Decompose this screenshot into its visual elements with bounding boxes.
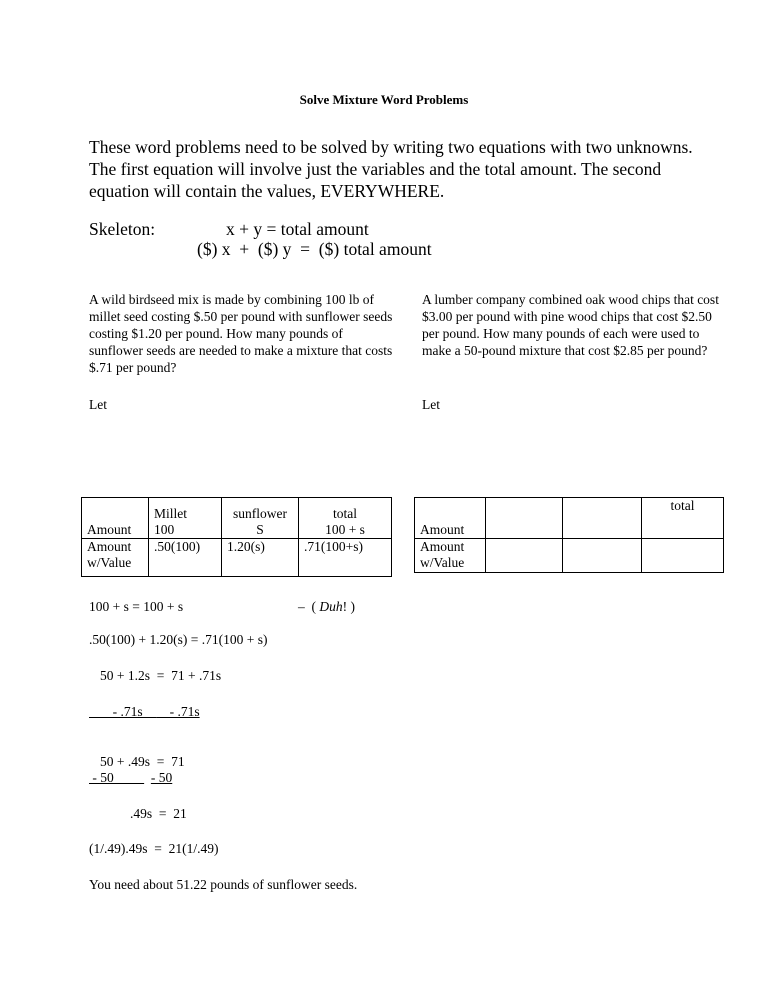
problem-2-text: A lumber company combined oak wood chips that cost $3.00 per pound with pine wood chips that cost $2.50 per pound. How many pounds of each were used to make a 50-pound mixture that cost $2.85 per pound? [422, 292, 719, 358]
column-header: Millet [154, 506, 187, 521]
table-cell [486, 498, 563, 539]
problem-1-text: A wild birdseed mix is made by combining 100 lb of millet seed costing $.50 per pound with sunflower seeds costing $1.20 per pound. How many pounds of sunflower seeds are needed to make a mixture that costs $.71 per pound? [89, 292, 393, 375]
skeleton-label: Skeleton: [89, 219, 156, 239]
table-cell: Amount w/Value [415, 539, 486, 573]
skeleton-equation-2: ($) x + ($) y = ($) total amount [197, 239, 432, 259]
table-cell [563, 498, 642, 539]
table-cell [486, 539, 563, 573]
note-emphasis: Duh [319, 599, 343, 614]
table-cell: Amount [415, 498, 486, 539]
subtract-left: - 50 [89, 770, 145, 785]
work-equation-6: (1/.49).49s = 21(1/.49) [89, 841, 219, 856]
problem-1-table [81, 497, 392, 577]
table-row [415, 498, 724, 539]
subtract-right: - .71s [156, 704, 200, 719]
table-cell: total [642, 498, 724, 539]
work-subtract-1 [89, 704, 200, 720]
work-subtract-2 [89, 770, 172, 786]
problem-2-let: Let [422, 397, 440, 412]
page-title: Solve Mixture Word Problems [299, 92, 469, 107]
column-header: sunflower [233, 506, 287, 521]
problem-2-table [414, 497, 724, 573]
work-equation-3: 50 + 1.2s = 71 + .71s [100, 668, 222, 683]
note-text: – ( [298, 599, 320, 614]
table-cell: Amount [82, 498, 149, 539]
table-cell [563, 539, 642, 573]
table-row [82, 539, 392, 577]
table-cell: 1.20(s) [222, 539, 299, 577]
work-equation-1: 100 + s = 100 + s [89, 599, 184, 614]
table-cell: Amount w/Value [82, 539, 149, 577]
table-cell [149, 498, 222, 539]
table-cell [642, 539, 724, 573]
table-cell: .50(100) [149, 539, 222, 577]
work-equation-5: .49s = 21 [130, 806, 187, 821]
table-cell [222, 498, 299, 539]
cell-value: 100 [154, 522, 175, 537]
problem-1-let: Let [89, 397, 107, 412]
table-cell: .71(100+s) [299, 539, 392, 577]
work-equation-1-note [298, 599, 355, 615]
intro-paragraph: These word problems need to be solved by writing two equations with two unknowns. The first equation will involve just the variables and the total amount. The second equation will contain the values, EVERYWHERE. [89, 137, 693, 201]
column-header: total [333, 506, 357, 521]
subtract-left: - .71s [89, 704, 157, 719]
skeleton-equation-1: x + y = total amount [226, 219, 369, 239]
note-text: ! ) [342, 599, 355, 614]
table-row [415, 539, 724, 573]
cell-value: S [256, 522, 264, 537]
table-row [82, 498, 392, 539]
cell-value: 100 + s [325, 522, 365, 537]
subtract-right: - 50 [150, 770, 173, 785]
work-equation-2: .50(100) + 1.20(s) = .71(100 + s) [89, 632, 268, 647]
answer-text: You need about 51.22 pounds of sunflower seeds. [89, 877, 358, 892]
table-cell [299, 498, 392, 539]
work-equation-4: 50 + .49s = 71 [100, 754, 185, 769]
